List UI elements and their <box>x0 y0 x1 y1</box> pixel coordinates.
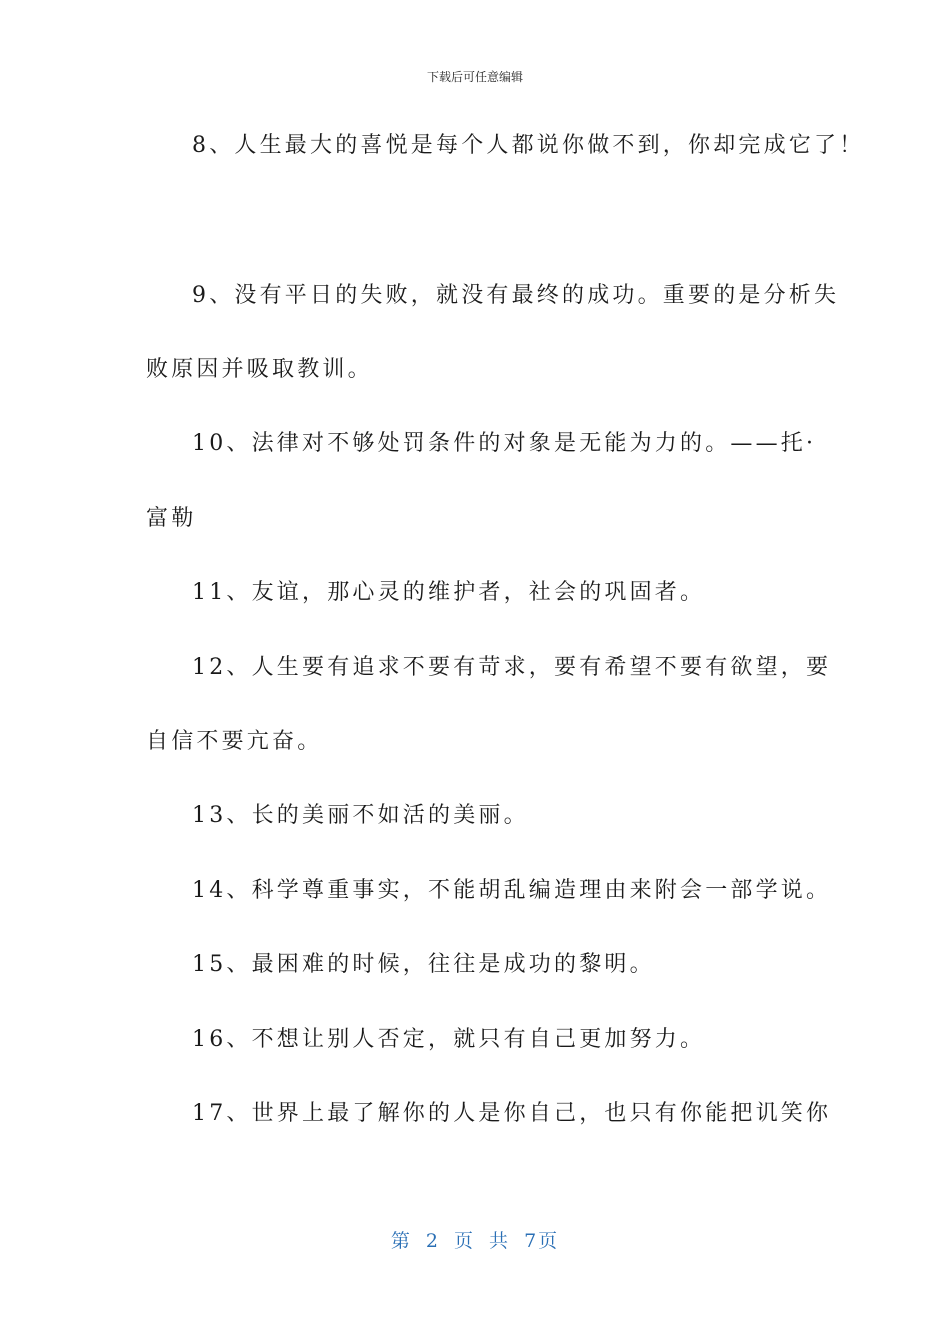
quote-line-16: 16、不想让别人否定，就只有自己更加努力。 <box>192 1027 706 1052</box>
quote-line-15: 15、最困难的时候，往往是成功的黎明。 <box>192 952 655 977</box>
quote-line-12: 12、人生要有追求不要有苛求，要有希望不要有欲望，要 <box>192 655 832 680</box>
quote-line-10: 10、法律对不够处罚条件的对象是无能为力的。——托· <box>192 431 817 456</box>
page-number-footer: 第 2 页 共 7页 <box>390 1230 560 1252</box>
quote-line-12-cont: 自信不要亢奋。 <box>146 729 323 754</box>
quote-line-17: 17、世界上最了解你的人是你自己，也只有你能把讥笑你 <box>192 1101 832 1126</box>
page-header: 下载后可任意编辑 <box>426 70 523 84</box>
quote-line-8: 8、人生最大的喜悦是每个人都说你做不到，你却完成它了！ <box>192 133 865 158</box>
quote-line-9-cont: 败原因并吸取教训。 <box>146 357 373 382</box>
quote-line-14: 14、科学尊重事实，不能胡乱编造理由来附会一部学说。 <box>192 878 832 903</box>
quote-line-10-cont: 富勒 <box>146 506 197 531</box>
quote-line-11: 11、友谊，那心灵的维护者，社会的巩固者。 <box>192 580 706 605</box>
quote-line-9: 9、没有平日的失败，就没有最终的成功。重要的是分析失 <box>192 283 840 308</box>
quote-line-13: 13、长的美丽不如活的美丽。 <box>192 803 529 828</box>
